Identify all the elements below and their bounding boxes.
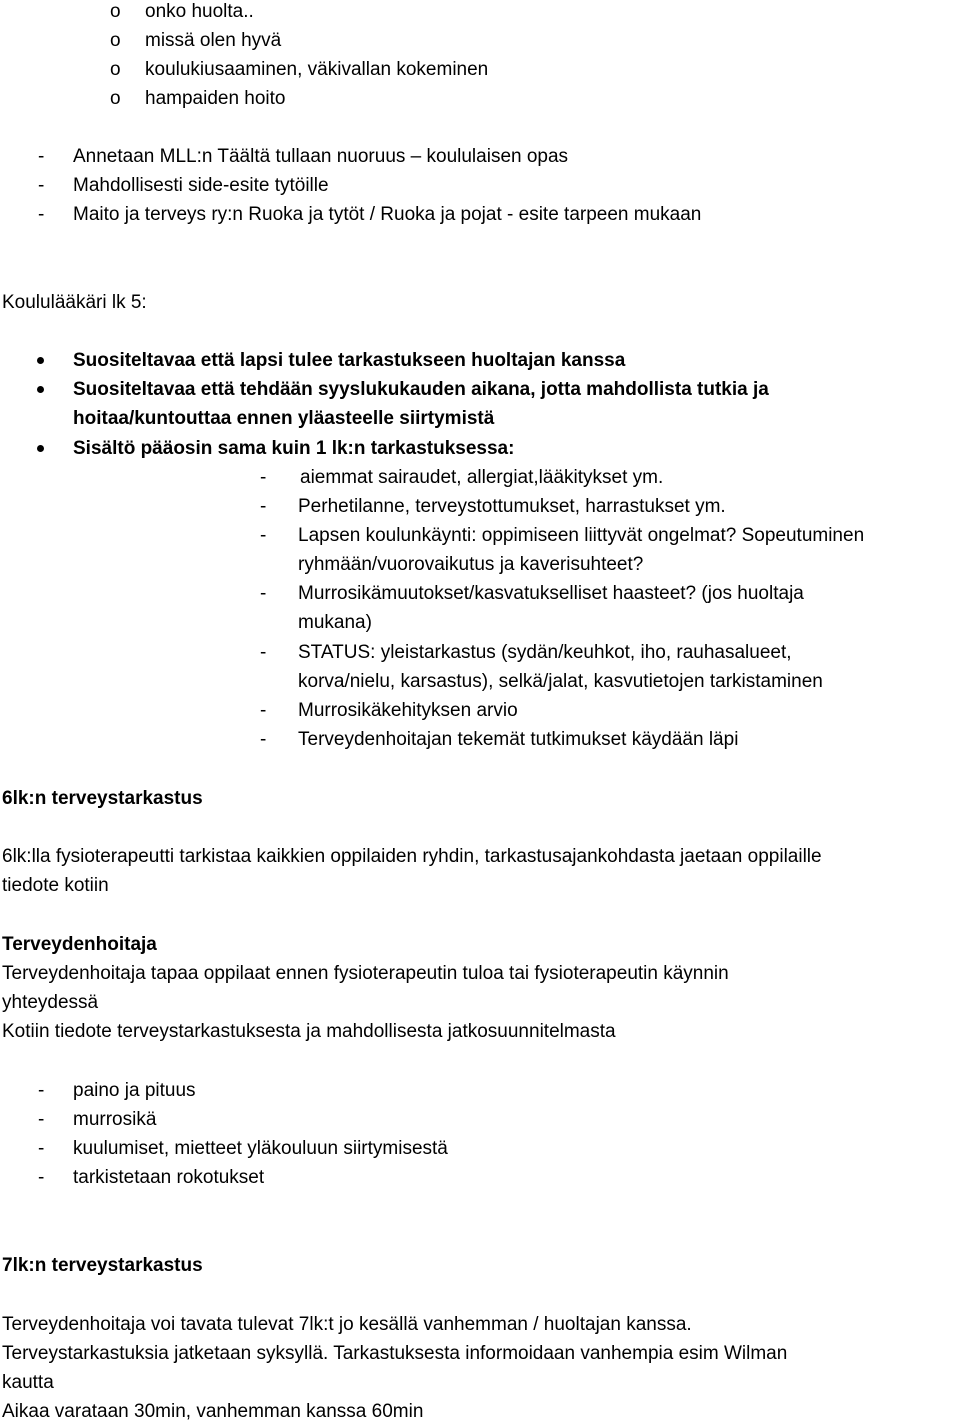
- dash-marker: -: [260, 700, 267, 721]
- bullet-dot-icon: [37, 357, 44, 364]
- section-heading-6lk: 6lk:n terveystarkastus: [2, 788, 203, 809]
- paragraph-line: Terveystarkastuksia jatketaan syksyllä. Tarkastuksesta informoidaan vanhempia esim Wilman: [2, 1343, 788, 1364]
- document-page: o onko huolta.. o missä olen hyvä o koulukiusaaminen, väkivallan kokeminen o hampaiden hoito - Annetaan MLL:n Täältä tullaan nuoruus – koululaisen opas - Mahdollisesti side-esite tytöille - Maito ja terveys ry:n Ruoka ja tytöt / Ruoka ja pojat - esite tarpeen mukaan Koululääkäri lk 5: Suositeltavaa että lapsi tulee tarkastukseen huoltajan kanssa Suositeltavaa että tehdään syyslukukauden aikana, jotta mahdollista tutkia ja hoitaa/kuntouttaa ennen yläasteelle siirtymistä Sisältö pääosin sama kuin 1 lk:n tarkastuksessa: - aiemmat sairaudet, allergiat,lääkitykset ym. - Perhetilanne, terveystottumukset, harrastukset ym. - Lapsen koulunkäynti: oppimiseen liittyvät ongelmat? Sopeutuminen ryhmään/vuorovaikutus ja kaverisuhteet? - Murrosikämuutokset/kasvatukselliset haasteet? (jos huoltaja mukana) - STATUS: yleistarkastus (sydän/keuhkot, iho, rauhasalueet, korva/nielu, karsastus), selkä/jalat, kasvutietojen tarkistaminen - Murrosikäkehityksen arvio - Terveydenhoitajan tekemät tutkimukset käydään läpi 6lk:n terveystarkastus 6lk:lla fysioterapeutti tarkistaa kaikkien oppilaiden ryhdin, tarkastusajankohdasta jaetaan oppilaille tiedote kotiin Terveydenhoitaja Terveydenhoitaja tapaa oppilaat ennen fysioterapeutin tuloa tai fysioterapeutin käynnin yhteydessä Kotiin tiedote terveystarkastuksesta ja mahdollisesta jatkosuunnitelmasta - paino ja pituus - murrosikä - kuulumiset, mietteet yläkouluun siirtymisestä - tarkistetaan rokotukset 7lk:n terveystarkastus Terveydenhoitaja voi tavata tulevat 7lk:t jo kesällä vanhemman / huoltajan kanssa. Terveystarkastuksia jatketaan syksyllä. Tarkastuksesta informoidaan vanhempia esim Wilman kautta Aikaa varataan 30min, vanhemman kanssa 60min: [0, 0, 960, 1427]
- dash-marker: -: [38, 146, 45, 167]
- dash-marker: -: [260, 496, 267, 517]
- dash-marker: -: [38, 1109, 45, 1130]
- dash-marker: -: [260, 642, 267, 663]
- dash-marker: -: [260, 583, 267, 604]
- dash-marker: -: [260, 467, 267, 488]
- section-heading-7lk: 7lk:n terveystarkastus: [2, 1255, 203, 1276]
- bullet-dot-icon: [37, 386, 44, 393]
- dash-marker: -: [38, 1167, 45, 1188]
- paragraph-line: Terveydenhoitaja voi tavata tulevat 7lk:t jo kesällä vanhemman / huoltajan kanssa.: [2, 1314, 692, 1335]
- paragraph-line: Aikaa varataan 30min, vanhemman kanssa 60min: [2, 1401, 424, 1422]
- dash-marker: -: [38, 175, 45, 196]
- paragraph-line: yhteydessä: [2, 992, 99, 1013]
- paragraph-line: kautta: [2, 1372, 54, 1393]
- paragraph-line: Terveydenhoitaja tapaa oppilaat ennen fysioterapeutin tuloa tai fysioterapeutin käynnin: [2, 963, 729, 984]
- section-heading-koululaakari: Koululääkäri lk 5:: [2, 292, 147, 313]
- paragraph-line: tiedote kotiin: [2, 875, 109, 896]
- circle-bullet-icon: o: [110, 1, 121, 22]
- dash-marker: -: [260, 525, 267, 546]
- dash-marker: -: [260, 729, 267, 750]
- subheading-terveydenhoitaja: Terveydenhoitaja: [2, 934, 157, 955]
- dash-marker: -: [38, 1138, 45, 1159]
- dash-marker: -: [38, 204, 45, 225]
- circle-bullet-icon: o: [110, 30, 121, 51]
- paragraph-line: 6lk:lla fysioterapeutti tarkistaa kaikkien oppilaiden ryhdin, tarkastusajankohdasta jaetaan oppilaille: [2, 846, 822, 867]
- dash-marker: -: [38, 1080, 45, 1101]
- circle-bullet-icon: o: [110, 88, 121, 109]
- bullet-dot-icon: [37, 445, 44, 452]
- circle-bullet-icon: o: [110, 59, 121, 80]
- paragraph-line: Kotiin tiedote terveystarkastuksesta ja mahdollisesta jatkosuunnitelmasta: [2, 1021, 616, 1042]
